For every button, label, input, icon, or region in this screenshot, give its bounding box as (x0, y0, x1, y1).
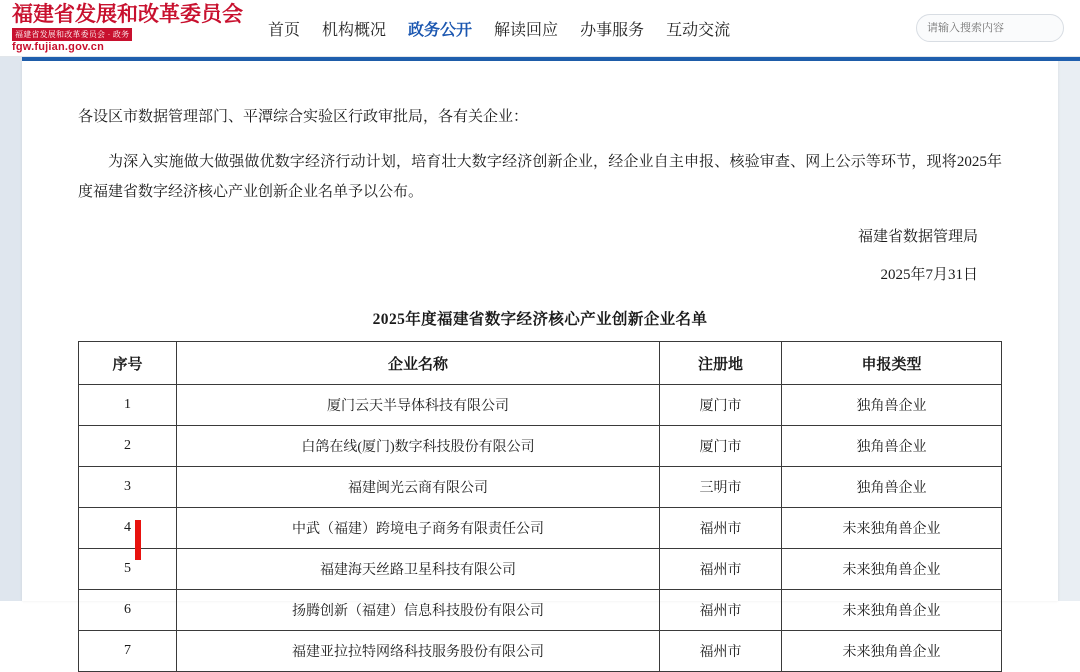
cell-type: 独角兽企业 (782, 467, 1002, 508)
cell-reg: 福州市 (660, 590, 782, 631)
cell-name: 白鸽在线(厦门)数字科技股份有限公司 (177, 426, 660, 467)
column-header-type: 申报类型 (782, 342, 1002, 385)
cell-name: 福建亚拉拉特网络科技服务股份有限公司 (177, 631, 660, 672)
nav-item-interaction[interactable]: 互动交流 (666, 21, 731, 39)
table-row (79, 549, 1002, 590)
cell-type: 独角兽企业 (782, 426, 1002, 467)
nav-item-government-affairs[interactable]: 政务公开 (408, 21, 473, 39)
cell-name: 扬腾创新（福建）信息科技股份有限公司 (177, 590, 660, 631)
cell-type: 独角兽企业 (782, 385, 1002, 426)
cell-type: 未来独角兽企业 (782, 590, 1002, 631)
table-row (79, 467, 1002, 508)
cell-seq: 7 (79, 631, 177, 672)
cell-name: 福建闽光云商有限公司 (177, 467, 660, 508)
table-row (79, 590, 1002, 631)
table-row (79, 426, 1002, 467)
cell-seq: 2 (79, 426, 177, 467)
document-sheet (22, 61, 1058, 660)
logo-title: 福建省发展和改革委员会 (12, 2, 243, 26)
cell-type: 未来独角兽企业 (782, 549, 1002, 590)
logo-subtitle: 福建省发展和改革委员会 · 政务 (12, 28, 132, 41)
document-date: 2025年7月31日 (880, 267, 978, 283)
cell-seq: 4 (79, 508, 177, 549)
document-salutation: 各设区市数据管理部门、平潭综合实验区行政审批局，各有关企业： (78, 109, 529, 125)
table-row (79, 631, 1002, 672)
search-input[interactable] (927, 22, 1069, 34)
table-title: 2025年度福建省数字经济核心产业创新企业名单 (372, 311, 708, 328)
site-logo[interactable] (0, 2, 250, 54)
cell-reg: 福州市 (660, 549, 782, 590)
cell-reg: 厦门市 (660, 385, 782, 426)
left-margin-strip (0, 57, 22, 601)
document-body: 为深入实施做大做强做优数字经济行动计划，培育壮大数字经济创新企业，经企业自主申报、核验审查、网上公示等环节，现将2025年度福建省数字经济核心产业创新企业名单予以公布。 (78, 154, 1002, 200)
cell-name: 中武（福建）跨境电子商务有限责任公司 (177, 508, 660, 549)
cell-reg: 福州市 (660, 508, 782, 549)
cell-reg: 三明市 (660, 467, 782, 508)
table-row (79, 385, 1002, 426)
cell-name: 厦门云天半导体科技有限公司 (177, 385, 660, 426)
cell-reg: 福州市 (660, 631, 782, 672)
nav-item-home[interactable]: 首页 (268, 21, 301, 39)
cell-seq: 5 (79, 549, 177, 590)
site-header (0, 0, 1080, 57)
nav-item-services[interactable]: 办事服务 (580, 21, 645, 39)
cell-name: 福建海天丝路卫星科技有限公司 (177, 549, 660, 590)
document-signer: 福建省数据管理局 (857, 229, 978, 245)
cell-type: 未来独角兽企业 (782, 631, 1002, 672)
cell-reg: 厦门市 (660, 426, 782, 467)
search-box[interactable] (916, 14, 1064, 42)
table-row-highlighted (79, 508, 1002, 549)
column-header-reg: 注册地 (660, 342, 782, 385)
page-background (0, 57, 1080, 660)
nav-item-overview[interactable]: 机构概况 (322, 21, 387, 39)
table-header-row (79, 342, 1002, 385)
column-header-name: 企业名称 (177, 342, 660, 385)
cell-type: 未来独角兽企业 (782, 508, 1002, 549)
cell-seq: 1 (79, 385, 177, 426)
column-header-seq: 序号 (79, 342, 177, 385)
cell-seq: 3 (79, 467, 177, 508)
logo-url: fgw.fujian.gov.cn (12, 41, 105, 53)
nav-item-interpretation[interactable]: 解读回应 (494, 21, 559, 39)
company-list-table (78, 341, 1002, 672)
cell-seq: 6 (79, 590, 177, 631)
